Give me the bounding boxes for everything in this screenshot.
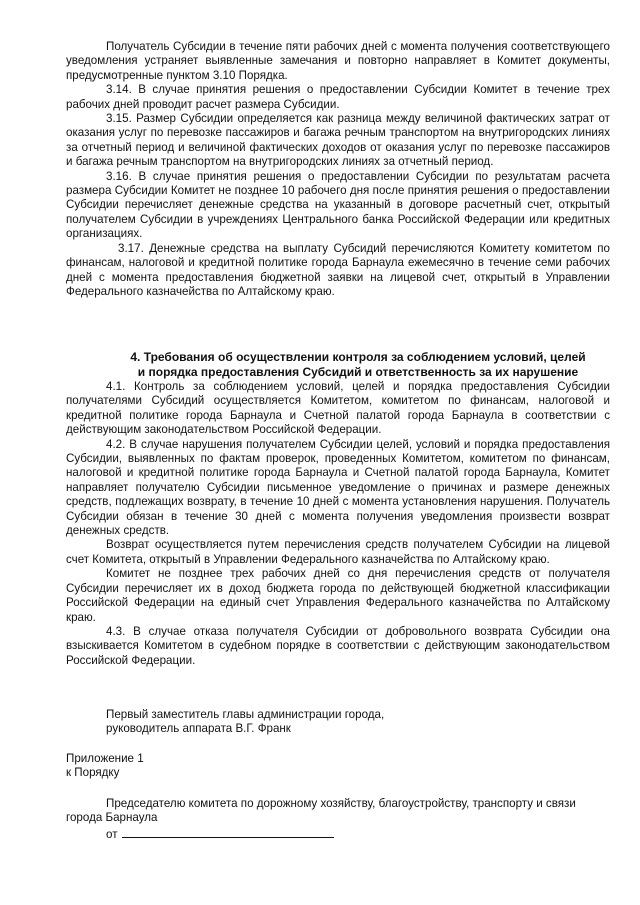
paragraph-4-3: 4.3. В случае отказа получателя Субсидии от добровольного возврата Субсидии она взыскивается Комитетом в судебном порядке в соответствии с действующим законодательством Российской Федерации. [66, 624, 610, 667]
paragraph-3-17: 3.17. Денежные средства на выплату Субсидий перечисляются Комитету комитетом по финансам, налоговой и кредитной политике города Барнаула ежемесячно в течение семи рабочих дней с момента предоставления бюджетной заявки на лицевой счет, открытый в Управлении Федерального казначейства по Алтайскому краю. [66, 241, 610, 298]
from-blank-field[interactable] [122, 826, 334, 838]
appendix-label [66, 752, 610, 781]
paragraph-recipient-corrections: Получатель Субсидии в течение пяти рабочих дней с момента получения соответствующего уведомления устраняет выявленные замечания и повторно направляет в Комитет документы, предусмотренные пунктом 3.10 Порядка. [66, 40, 610, 82]
signature-line-2: руководитель аппарата В.Г. Франк [106, 722, 291, 736]
from-label: от [106, 827, 118, 841]
signature-line-1: Первый заместитель главы администрации города, [106, 708, 385, 721]
from-line [66, 826, 610, 842]
signature-block [66, 708, 610, 737]
paragraph-return: Возврат осуществляется путем перечисления средств получателем Субсидии на лицевой счет Комитета, открытый в Управлении Федерального казначейства по Алтайскому краю. [66, 538, 610, 566]
section-4-heading-line-1: 4. Требования об осуществлении контроля за соблюдением условий, целей [130, 350, 586, 364]
section-4-heading-line-2: и порядка предоставления Субсидий и ответственность за их нарушение [137, 365, 579, 379]
appendix-line-1: Приложение 1 [66, 752, 144, 765]
addressee-block [66, 797, 610, 842]
addressee-text: Председателю комитета по дорожному хозяйству, благоустройству, транспорту и связи города Барнаула [66, 797, 576, 825]
section-3-continuation [66, 40, 610, 299]
appendix-line-2: к Порядку [66, 766, 120, 780]
paragraph-4-2: 4.2. В случае нарушения получателем Субсидии целей, условий и порядка предоставления Субсидии, выявленных по фактам проверок, проведенных Комитетом, комитетом по финансам, налоговой и кредитной политике города Барнаула и Счетной палатой города Барнаула, Комитет направляет получателю Субсидии письменное уведомление о причинах и размере денежных средств, подлежащих возврату, в течение 10 дней с момента установления нарушения. Получатель Субсидии обязан в течение 30 дней с момента получения уведомления произвести возврат денежных средств. [66, 437, 610, 538]
section-4 [66, 350, 610, 668]
paragraph-4-1: 4.1. Контроль за соблюдением условий, целей и порядка предоставления Субсидии получателями Субсидий осуществляется Комитетом, комитетом по финансам, налоговой и кредитной политике города Барнаула и Счетной палатой города Барнаула в соответствии с действующим законодательством Российской Федерации. [66, 380, 610, 437]
paragraph-committee-transfer: Комитет не позднее трех рабочих дней со дня перечисления средств от получателя Субсидии перечисляет их в доход бюджета города по действующей бюджетной классификации Российской Федерации на единый счет Управления Федерального казначейства по Алтайскому краю. [66, 567, 610, 624]
paragraph-3-15: 3.15. Размер Субсидии определяется как разница между величиной фактических затрат от оказания услуг по перевозке пассажиров и багажа речным транспортом на внутригородских линиях за отчетный период и величиной фактических доходов от оказания услуг по перевозке пассажиров и багажа речным транспортом на внутригородских линиях за отчетный период. [66, 112, 610, 169]
paragraph-3-14: 3.14. В случае принятия решения о предоставлении Субсидии Комитет в течение трех рабочих дней проводит расчет размера Субсидии. [66, 83, 610, 111]
paragraph-3-16: 3.16. В случае принятия решения о предоставлении Субсидии по результатам расчета размера Субсидии Комитет не позднее 10 рабочего дня после принятия решения о предоставлении Субсидии перечисляет денежные средства на указанный в договоре расчетный счет, открытый получателем Субсидии в учреждениях Центрального банка Российской Федерации или кредитных организациях. [66, 169, 610, 241]
